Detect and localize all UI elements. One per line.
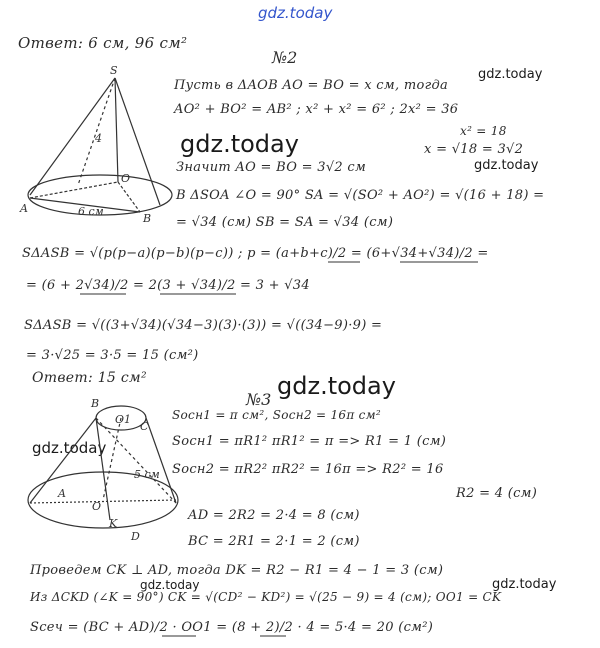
- frustum-point-b: B: [91, 397, 100, 410]
- cone-height: [115, 78, 118, 182]
- line-12: Sосн1 = πR1² πR1² = π => R1 = 1 (см): [172, 434, 447, 449]
- line-18: Из ΔCKD (∠K = 90°) CK = √(CD² − KD²) = √(25 − 9) = 4 (см); OO1 = CK: [30, 590, 502, 604]
- frustum-point-a: A: [58, 487, 66, 500]
- section-2-heading: №2: [272, 48, 298, 67]
- line-3a: x² = 18: [460, 124, 507, 138]
- line-7: SΔASB = √(p(p−a)(p−b)(p−c)) ; p = (a+b+c)/2 = (6+√34+√34)/2 =: [22, 246, 489, 261]
- line-17: Проведем CK ⊥ AD, тогда DK = R2 − R1 = 4 − 1 = 3 (см): [30, 563, 444, 578]
- line-14: R2 = 4 (см): [456, 486, 538, 501]
- watermark-small: gdz.today: [492, 577, 557, 592]
- cone-radius-ao: [30, 182, 118, 198]
- line-13: Sосн2 = πR2² πR2² = 16π => R2² = 16: [172, 462, 444, 477]
- frustum-point-k: K: [109, 517, 118, 530]
- cone-point-a: A: [20, 202, 28, 215]
- frustum-center-top: O1: [115, 413, 132, 426]
- frustum-point-c: C: [140, 420, 149, 433]
- frustum-slant-label: 5 см: [134, 468, 160, 481]
- watermark-top: gdz.today: [258, 4, 333, 22]
- cone-base-label: 6 см: [78, 205, 104, 218]
- cone-figure: [28, 78, 172, 215]
- line-1: Пусть в ΔAOB AO = BO = x см, тогда: [174, 78, 449, 93]
- section-3-heading: №3: [246, 390, 272, 409]
- line-19: Sсеч = (BC + AD)/2 · OO1 = (8 + 2)/2 · 4 = 5·4 = 20 (см²): [30, 620, 434, 635]
- watermark-small: gdz.today: [32, 439, 107, 457]
- frustum-center-bottom: O: [92, 500, 102, 513]
- frustum-point-d: D: [131, 530, 140, 543]
- line-15: AD = 2R2 = 2·4 = 8 (см): [188, 508, 360, 523]
- line-11: Sосн1 = π см², Sосн2 = 16π см²: [172, 408, 382, 422]
- cone-labels: [19, 64, 151, 225]
- answer-1: Ответ: 6 см, 96 см²: [18, 34, 188, 52]
- frustum-figure: [28, 406, 178, 528]
- line-5: В ΔSOA ∠O = 90° SA = √(SO² + AO²) = √(16 + 18) =: [176, 188, 545, 203]
- watermark-big: gdz.today: [277, 372, 396, 400]
- cone-right-edge: [115, 78, 160, 205]
- watermark-small: gdz.today: [478, 67, 543, 82]
- frustum-ad: [30, 500, 176, 503]
- line-9: SΔASB = √((3+√34)(√34−3)(3)·(3)) = √((34−9)·9) =: [24, 318, 383, 333]
- cone-radius-bo: [118, 182, 140, 212]
- line-3b: x = √18 = 3√2: [424, 142, 524, 157]
- line-8: = (6 + 2√34)/2 = 2(3 + √34)/2 = 3 + √34: [26, 278, 310, 293]
- line-6: = √34 (см) SB = SA = √34 (см): [176, 215, 394, 230]
- watermark-small: gdz.today: [140, 578, 200, 592]
- line-2: AO² + BO² = AB² ; x² + x² = 6² ; 2x² = 36: [174, 102, 459, 117]
- frustum-labels: [57, 397, 160, 543]
- cone-point-b: B: [143, 212, 152, 225]
- watermark-big: gdz.today: [180, 130, 299, 158]
- fraction-lines: [80, 262, 478, 636]
- frustum-right-edge: [146, 418, 176, 503]
- line-10: = 3·√25 = 3·5 = 15 (см²): [26, 348, 199, 363]
- cone-center-label: O: [121, 172, 131, 185]
- frustum-section-bc: [96, 418, 176, 503]
- line-4: Значит AO = BO = 3√2 см: [176, 160, 367, 175]
- cone-height-label: 4: [95, 132, 102, 145]
- answer-2: Ответ: 15 см²: [32, 370, 147, 386]
- cone-left-edge: [30, 78, 115, 195]
- watermark-small: gdz.today: [474, 158, 539, 173]
- cone-apex-label: S: [110, 64, 118, 77]
- line-16: BC = 2R1 = 2·1 = 2 (см): [188, 534, 360, 549]
